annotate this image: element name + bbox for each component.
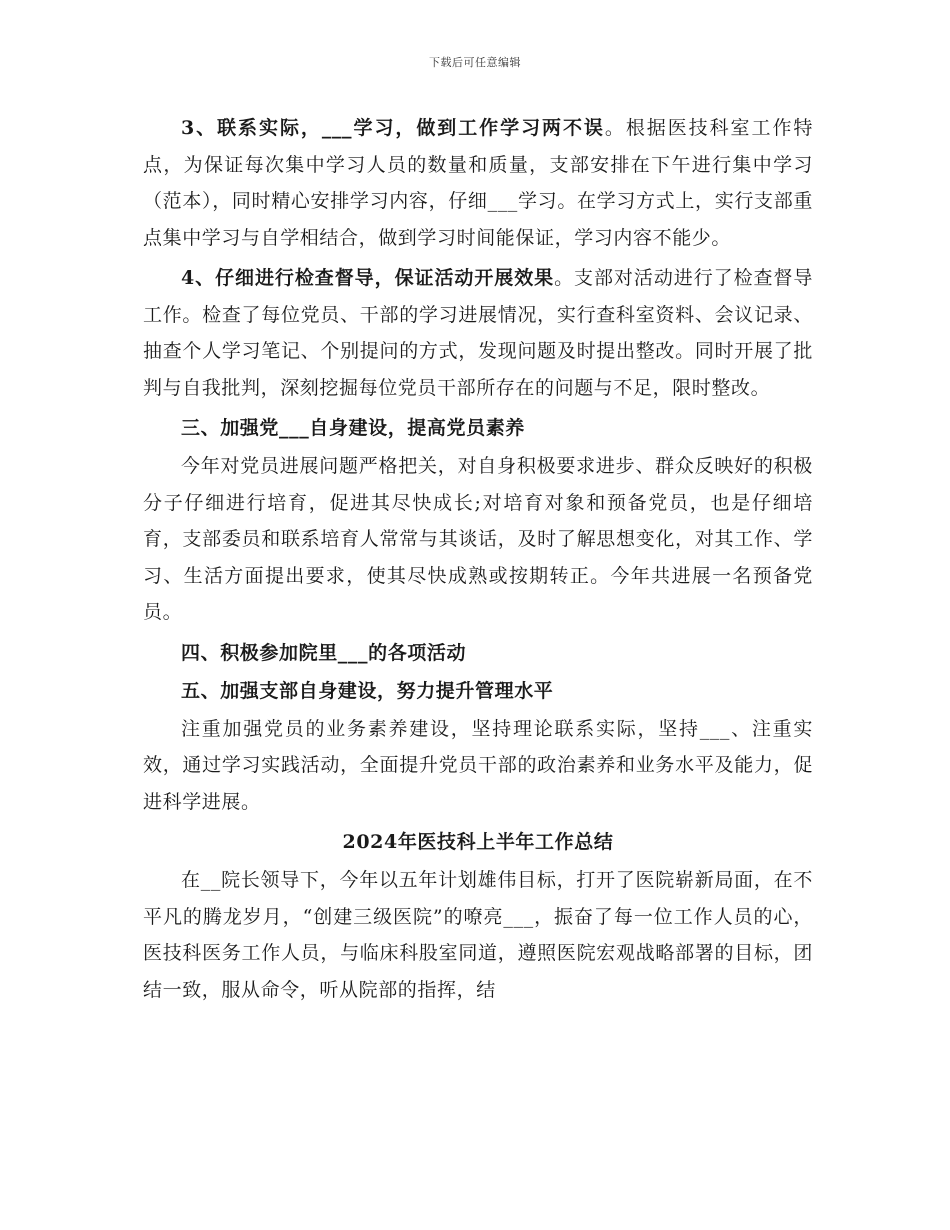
paragraph-3-lead: 3、联系实际，___学习，做到工作学习两不误 (181, 117, 605, 139)
paragraph-3-body: 。根据医技科室工作特点，为保证每次集中学习人员的数量和质量，支部安排在下午进行集中学习（范本），同时精心安排学习内容，仔细___学习。在学习方式上，实行支部重点集中学习与自学相结合，做到学习时间能保证，学习内容不能少。 (143, 117, 813, 249)
section-heading-3: 三、加强党___自身建设，提高党员素养 (181, 417, 525, 439)
section-heading-4: 四、积极参加院里___的各项活动 (181, 641, 467, 664)
document-body (143, 110, 813, 1012)
section-heading-5: 五、加强支部自身建设，努力提升管理水平 (181, 679, 554, 702)
paragraph-item-3 (143, 110, 813, 256)
paragraph-management: 注重加强党员的业务素养建设，坚持理论联系实际，坚持___、注重实效，通过学习实践活动，全面提升党员干部的政治素养和业务水平及能力，促进科学进展。 (143, 717, 813, 813)
paragraph-4-lead: 4、仔细进行检查督导，保证活动开展效果 (181, 267, 555, 289)
header-note: 下载后可任意编辑 (429, 56, 521, 69)
paragraph-party-members: 今年对党员进展问题严格把关，对自身积极要求进步、群众反映好的积极分子仔细进行培育，促进其尽快成长;对培育对象和预备党员，也是仔细培育，支部委员和联系培育人常常与其谈话，及时了解思想变化，对其工作、学习、生活方面提出要求，使其尽快成熟或按期转正。今年共进展一名预备党员。 (143, 455, 813, 623)
paragraph-summary-intro: 在__院长领导下，今年以五年计划雄伟目标，打开了医院崭新局面，在不平凡的腾龙岁月，“创建三级医院”的嘹亮___，振奋了每一位工作人员的心，医技科医务工作人员，与临床科股室同道，遵照医院宏观战略部署的目标，团结一致，服从命令，听从院部的指挥，结 (143, 869, 813, 1001)
paragraph-4-body: 。支部对活动进行了检查督导工作。检查了每位党员、干部的学习进展情况，实行查科室资料、会议记录、抽查个人学习笔记、个别提问的方式，发现问题及时提出整改。同时开展了批判与自我批判，深刻挖掘每位党员干部所存在的问题与不足，限时整改。 (143, 267, 813, 399)
paragraph-item-4 (143, 260, 813, 406)
document-title: 2024年医技科上半年工作总结 (342, 831, 614, 853)
